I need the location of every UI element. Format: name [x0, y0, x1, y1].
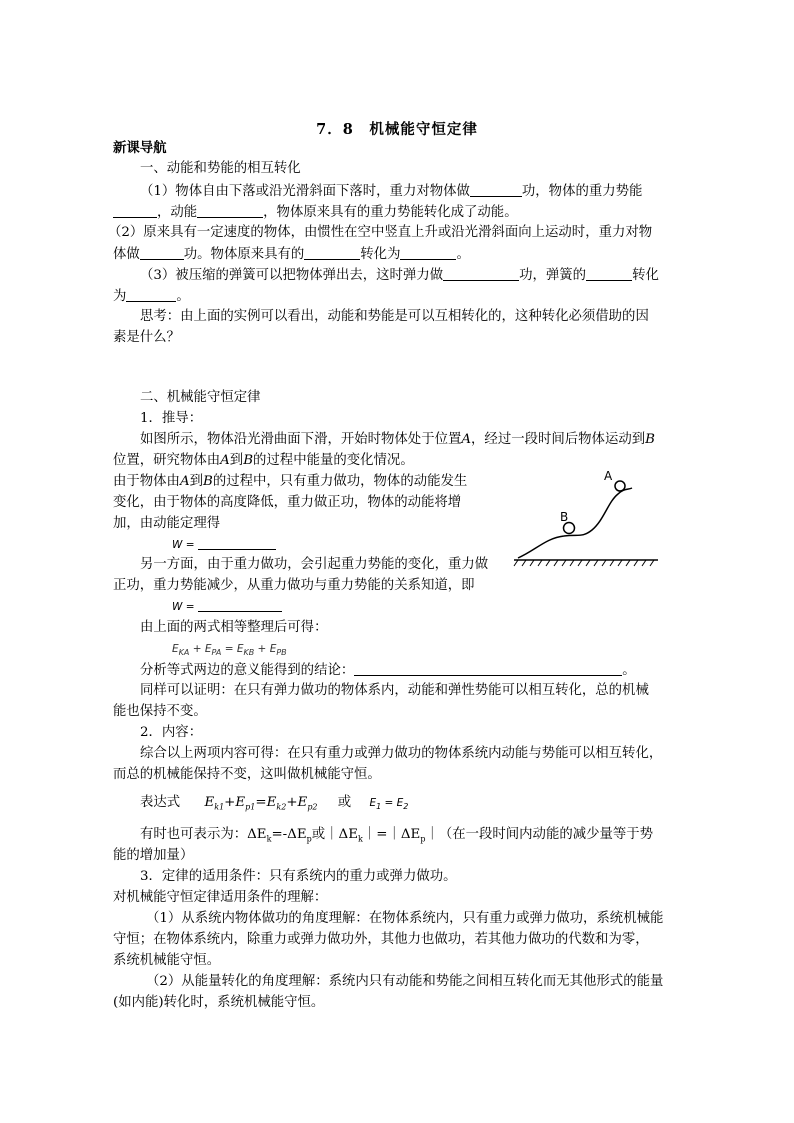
derivation-line3: 由于物体由A到B的过程中，只有重力做功，物体的动能发生	[113, 474, 468, 489]
blank[interactable]	[586, 266, 632, 281]
understanding1-line3: 系统机械能守恒。	[113, 953, 221, 968]
label-a: A	[604, 469, 613, 483]
condition-line: 3．定律的适用条件：只有系统内的重力或弹力做功。	[140, 869, 457, 884]
section-guide: 新课导航	[113, 140, 167, 156]
derivation-line6: 另一方面，由于重力做功，会引起重力势能的变化，重力做	[140, 557, 489, 572]
derivation-line2: 位置，研究物体由A到B的过程中能量的变化情况。	[113, 453, 414, 468]
same-line2: 能也保持不变。	[113, 704, 207, 719]
blank[interactable]	[126, 287, 176, 302]
derivation-line8: 由上面的两式相等整理后可得：	[140, 620, 328, 635]
ground-hatching	[514, 560, 654, 566]
part2-heading: 二、机械能守恒定律	[140, 390, 261, 405]
think-line1: 思考：由上面的实例可以看出，动能和势能是可以互相转化的，这种转化必须借助的因	[140, 309, 649, 324]
slope-curve	[518, 488, 632, 558]
content-line2: 而总的机械能保持不变，这叫做机械能守恒。	[113, 767, 381, 782]
understanding-heading: 对机械能守恒定律适用条件的理解：	[113, 890, 328, 905]
page-title: 7．8 机械能守恒定律	[316, 121, 478, 138]
alt-line2: 能的增加量）	[113, 848, 194, 863]
blank[interactable]	[470, 182, 522, 197]
slope-figure	[512, 464, 662, 572]
blank[interactable]	[443, 266, 519, 281]
energy-equation: $E_{KA} + E_{PA} = E_{KB} + E_{PB}$	[172, 643, 287, 658]
content-heading: 2．内容：	[140, 725, 203, 740]
work-eq1: W =	[172, 536, 276, 554]
part1-line1: （1）物体自由下落或沿光滑斜面下落时，重力对物体做 功，物体的重力势能	[140, 184, 643, 199]
part1-line3: （2）原来具有一定速度的物体，由惯性在空中竖直上升或沿光滑斜面向上运动时，重力对物	[108, 225, 653, 240]
understanding2-line1: （2）从能量转化的角度理解：系统内只有动能和势能之间相互转化而无其他形式的能量	[146, 974, 664, 989]
understanding1-line1: （1）从系统内物体做功的角度理解：在物体系统内，只有重力或弹力做功，系统机械能	[146, 911, 664, 926]
blank[interactable]	[197, 203, 263, 218]
understanding1-line2: 守恒；在物体系统内，除重力或弹力做功外，其他力也做功，若其他力做功的代数和为零，	[113, 932, 649, 947]
part1-line5: （3）被压缩的弹簧可以把物体弹出去，这时弹力做 功，弹簧的 转化	[140, 268, 659, 283]
work-eq2: W =	[172, 598, 282, 616]
think-line2: 素是什么？	[113, 330, 180, 345]
object-a	[615, 481, 625, 491]
label-b: B	[560, 510, 569, 524]
content-line1: 综合以上两项内容可得：在只有重力或弹力做功的物体系统内动能与势能可以相互转化，	[140, 746, 663, 761]
derivation-line4: 变化，由于物体的高度降低，重力做正功，物体的动能将增	[113, 495, 462, 510]
derivation-heading: 1．推导：	[140, 411, 203, 426]
object-b	[564, 523, 575, 534]
blank[interactable]	[304, 245, 360, 260]
blank[interactable]	[113, 203, 157, 218]
blank[interactable]	[140, 245, 184, 260]
blank[interactable]	[198, 538, 276, 550]
part1-heading: 一、动能和势能的相互转化	[140, 161, 301, 176]
part1-line6: 为 。	[113, 289, 190, 304]
part1-line2: ，动能 ，物体原来具有的重力势能转化成了动能。	[113, 203, 518, 222]
analysis-line: 分析等式两边的意义能得到的结论： 。	[140, 663, 636, 678]
blank[interactable]	[400, 245, 456, 260]
derivation-line1: 如图所示，物体沿光滑曲面下滑，开始时物体处于位置A，经过一段时间后物体运动到B	[140, 432, 655, 447]
part1-line4: 体做 功。物体原来具有的 转化为 。	[113, 247, 470, 262]
blank[interactable]	[198, 600, 282, 612]
same-line1: 同样可以证明：在只有弹力做功的物体系内，动能和弹性势能可以相互转化，总的机械	[140, 683, 649, 698]
alt-line1: 有时也可表示为：$\Delta E_k=-\Delta E_p$或$|\Delta E_k|=|\Delta E_p|$（在一段时间内动能的减少量等于势	[140, 827, 654, 844]
blank[interactable]	[354, 661, 622, 676]
understanding2-line2: (如内能)转化时，系统机械能守恒。	[113, 995, 325, 1010]
derivation-line7: 正功，重力势能减少，从重力做功与重力势能的关系知道，即	[113, 578, 475, 593]
derivation-line5: 加，由动能定理得	[113, 516, 221, 531]
expression-line: 表达式 $E_{k1}+E_{p1}=E_{k2}+E_{p2}$ 或 $E_1 = E_2$	[140, 795, 409, 812]
